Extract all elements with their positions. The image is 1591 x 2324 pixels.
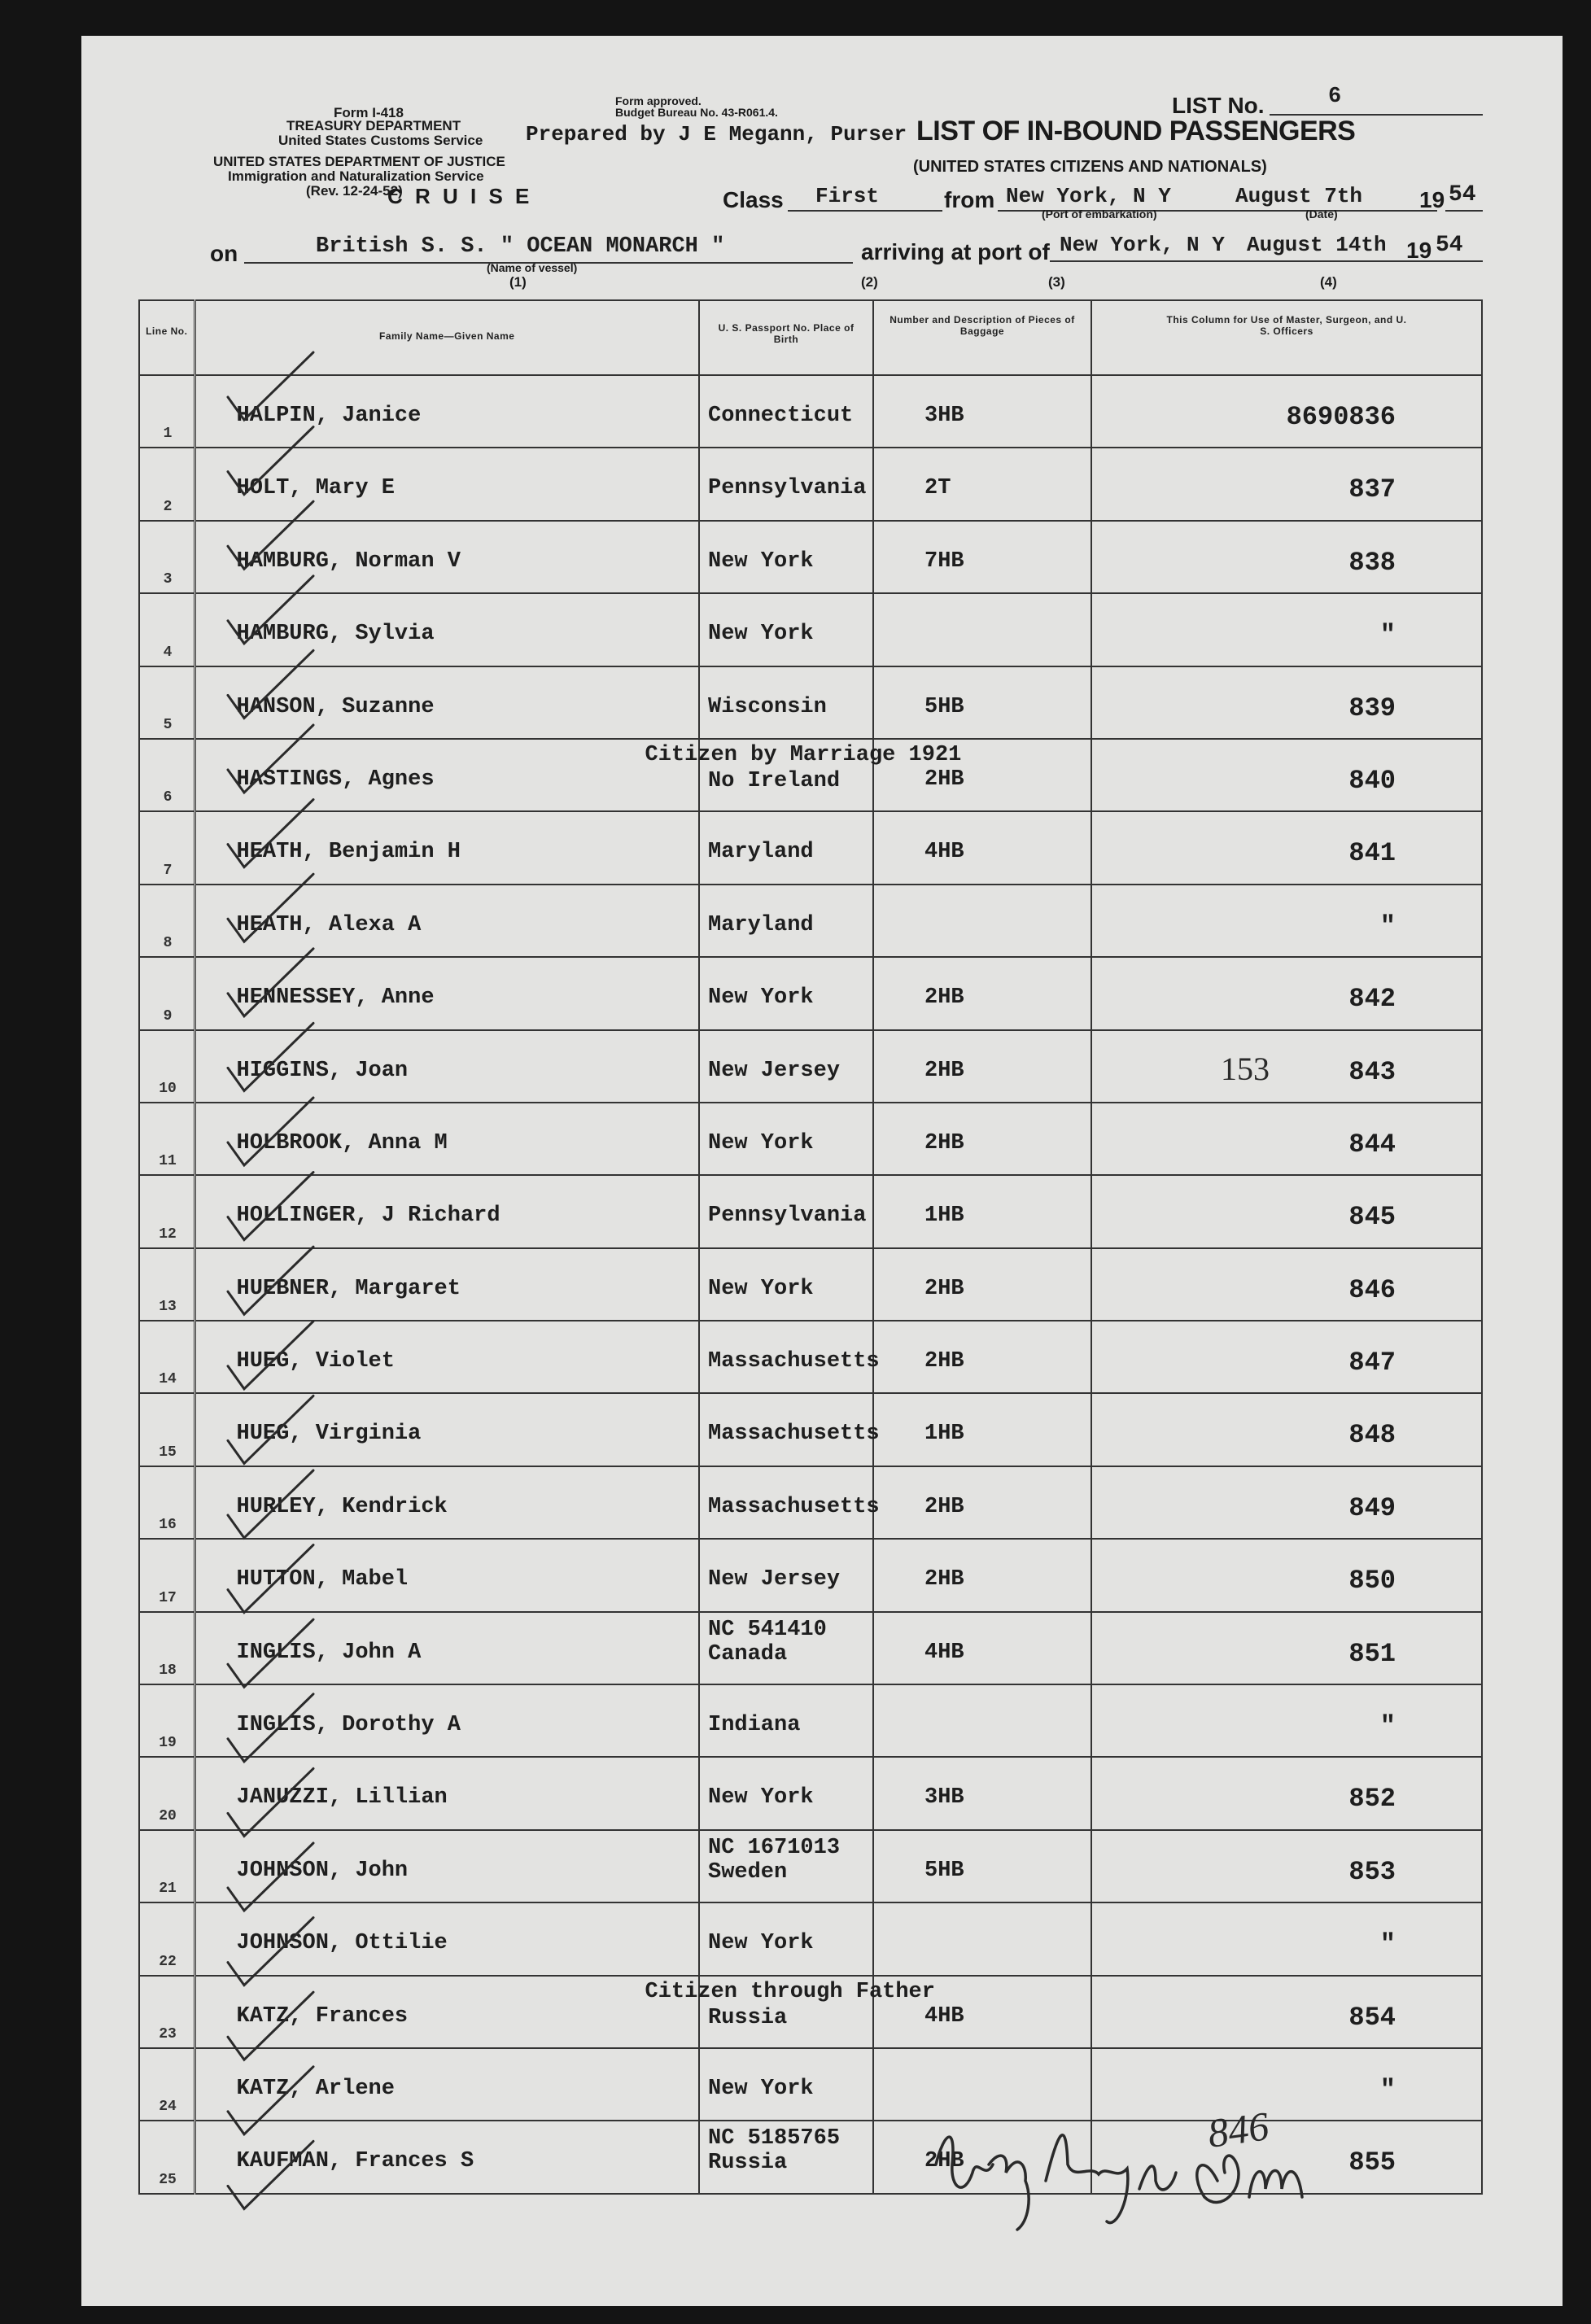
line-number: 9 <box>163 1007 173 1024</box>
line-number: 18 <box>159 1662 177 1680</box>
check-mark <box>228 650 313 718</box>
passenger-name: HUTTON, Mabel <box>236 1567 409 1592</box>
customs-service: United States Customs Service <box>278 133 483 148</box>
officer-number: 844 <box>1348 1129 1396 1160</box>
place-of-birth: New York <box>708 1785 814 1811</box>
line-number: 5 <box>163 716 173 733</box>
passport-number: NC 5185765 <box>708 2126 841 2151</box>
line-number: 14 <box>159 1371 177 1388</box>
line-number: 8 <box>163 935 173 952</box>
line-number: 6 <box>163 789 173 806</box>
header-baggage: Number and Description of Pieces of Baggage <box>873 300 1091 375</box>
baggage-count: 4HB <box>924 2003 964 2029</box>
place-of-birth: Maryland <box>708 840 814 865</box>
passenger-name: HEATH, Benjamin H <box>236 840 461 865</box>
form-subtitle: (UNITED STATES CITIZENS AND NATIONALS) <box>913 158 1267 176</box>
officer-number: 839 <box>1348 692 1396 723</box>
baggage-count: 3HB <box>924 1785 964 1811</box>
port-caption: (Port of embarkation) <box>1042 208 1157 221</box>
place-of-birth: New York <box>708 1931 814 1956</box>
check-mark <box>228 501 313 569</box>
line-number: 11 <box>159 1153 177 1170</box>
check-mark <box>228 725 313 793</box>
line-number: 20 <box>159 1807 177 1824</box>
passenger-name: HOLT, Mary E <box>236 476 395 501</box>
place-of-birth: New York <box>708 622 814 647</box>
form-title: LIST OF IN-BOUND PASSENGERS <box>916 116 1356 146</box>
officer-number: 852 <box>1348 1784 1396 1815</box>
place-of-birth: New York <box>708 985 814 1011</box>
baggage-count: 2HB <box>924 2149 964 2174</box>
place-of-birth: Canada <box>708 1641 788 1667</box>
check-mark <box>228 1843 313 1911</box>
check-mark <box>228 2141 313 2208</box>
baggage-count: 2HB <box>924 1494 964 1519</box>
header-passport: U. S. Passport No. Place of Birth <box>699 300 873 375</box>
officer-number: 841 <box>1348 838 1396 869</box>
year-suffix: 54 <box>1449 182 1476 208</box>
baggage-count: 1HB <box>924 1204 964 1229</box>
line-number: 22 <box>159 1953 177 1970</box>
line-number: 1 <box>163 426 173 443</box>
officer-number: 849 <box>1348 1492 1396 1523</box>
baggage-count: 4HB <box>924 840 964 865</box>
arriving-label: arriving at port of <box>861 239 1050 264</box>
place-of-birth: Connecticut <box>708 404 854 428</box>
officer-number: " <box>1379 911 1396 941</box>
class-label: Class <box>723 187 784 212</box>
line-number: 16 <box>159 1517 177 1534</box>
column-four-marker: (4) <box>1320 274 1337 290</box>
passenger-name: KAUFMAN, Frances S <box>236 2149 474 2174</box>
officer-number: 847 <box>1348 1348 1396 1378</box>
arrival-date: August 14th <box>1247 233 1387 257</box>
treasury-department: TREASURY DEPARTMENT <box>286 118 461 133</box>
officer-number: 842 <box>1348 984 1396 1015</box>
arrival-year-prefix: 19 <box>1406 238 1432 263</box>
passport-number: NC 541410 <box>708 1617 827 1642</box>
officer-number: " <box>1379 620 1396 651</box>
form-number: Form I-418 <box>334 105 404 120</box>
place-of-birth: Maryland <box>708 912 814 937</box>
baggage-count: 2HB <box>924 1130 964 1155</box>
on-label: on <box>210 241 238 266</box>
check-mark <box>228 1470 313 1538</box>
passenger-name: HOLBROOK, Anna M <box>236 1130 448 1155</box>
check-mark <box>228 352 313 420</box>
place-of-birth: New York <box>708 1276 814 1301</box>
officer-number: 8690836 <box>1286 402 1396 432</box>
place-of-birth: New York <box>708 548 814 574</box>
from-label: from <box>944 187 995 212</box>
check-mark <box>228 874 313 941</box>
passenger-name: HAMBURG, Norman V <box>236 548 461 574</box>
place-of-birth: Indiana <box>708 1713 801 1738</box>
place-of-birth: Pennsylvania <box>708 476 867 501</box>
officer-number: 846 <box>1348 1274 1396 1305</box>
baggage-count: 2T <box>924 476 951 501</box>
baggage-count: 1HB <box>924 1422 964 1447</box>
officer-number: " <box>1379 1929 1396 1960</box>
line-number: 17 <box>159 1589 177 1606</box>
check-mark <box>228 2067 313 2134</box>
baggage-count: 5HB <box>924 694 964 719</box>
check-mark <box>228 1396 313 1463</box>
passenger-name: HANSON, Suzanne <box>236 694 435 719</box>
line-number: 24 <box>159 2099 177 2116</box>
officer-number: 850 <box>1348 1566 1396 1597</box>
line-number: 3 <box>163 571 173 588</box>
class-value: First <box>815 184 880 208</box>
place-of-birth: Russia <box>708 2151 788 2176</box>
prepared-by: Prepared by J E Megann, Purser <box>526 122 907 146</box>
line-number: 25 <box>159 2171 177 2188</box>
passenger-name: HUEG, Violet <box>236 1349 395 1374</box>
passport-number: NC 1671013 <box>708 1835 841 1860</box>
immigration-service: Immigration and Naturalization Service <box>228 168 484 184</box>
baggage-count: 2HB <box>924 1349 964 1374</box>
baggage-count: 4HB <box>924 1640 964 1665</box>
passenger-name: HASTINGS, Agnes <box>236 767 435 792</box>
place-of-birth: Massachusetts <box>708 1349 880 1374</box>
vessel-caption: (Name of vessel) <box>487 261 578 274</box>
baggage-count: 2HB <box>924 985 964 1011</box>
passenger-name: JOHNSON, John <box>236 1858 409 1883</box>
passenger-name: KATZ, Arlene <box>236 2076 395 2101</box>
check-mark <box>228 427 313 495</box>
officer-number: 851 <box>1348 1638 1396 1669</box>
baggage-count: 2HB <box>924 1276 964 1301</box>
officer-number: 838 <box>1348 547 1396 578</box>
place-of-birth: Sweden <box>708 1859 788 1885</box>
line-number: 12 <box>159 1225 177 1243</box>
arrival-port: New York, N Y <box>1060 233 1225 257</box>
officer-number: 848 <box>1348 1420 1396 1451</box>
passenger-name: INGLIS, Dorothy A <box>236 1713 461 1738</box>
baggage-count: 7HB <box>924 548 964 574</box>
place-of-birth: No Ireland <box>708 768 841 793</box>
passenger-name: INGLIS, John A <box>236 1640 422 1665</box>
handwritten-number: 846 <box>1204 2103 1272 2156</box>
citizenship-note: Citizen through Father <box>645 1979 935 2004</box>
check-mark <box>228 1768 313 1836</box>
column-three-marker: (3) <box>1048 274 1065 290</box>
passenger-name: HENNESSEY, Anne <box>236 985 435 1011</box>
baggage-count: 3HB <box>924 404 964 428</box>
line-number: 10 <box>159 1080 177 1097</box>
officer-number: 854 <box>1348 2002 1396 2033</box>
form-approved: Form approved. <box>615 94 702 107</box>
passenger-name: HIGGINS, Joan <box>236 1058 409 1083</box>
officer-number: 837 <box>1348 474 1396 505</box>
vessel-name: British S. S. " OCEAN MONARCH " <box>316 234 725 259</box>
date-caption: (Date) <box>1305 208 1338 221</box>
signature-scribble <box>936 2135 1302 2230</box>
officer-number: 843 <box>1348 1056 1396 1087</box>
officer-number: 855 <box>1348 2147 1396 2178</box>
passenger-name: HUEBNER, Margaret <box>236 1276 461 1301</box>
check-mark <box>228 800 313 867</box>
line-number: 2 <box>163 498 173 515</box>
header-line-no: Line No. <box>139 300 195 375</box>
passenger-name: HEATH, Alexa A <box>236 912 422 937</box>
budget-bureau: Budget Bureau No. 43-R061.4. <box>615 106 778 119</box>
check-mark <box>228 949 313 1016</box>
header-name: Family Name—Given Name <box>195 300 699 375</box>
passenger-name: HAMBURG, Sylvia <box>236 622 435 647</box>
baggage-count: 2HB <box>924 1567 964 1592</box>
check-mark <box>228 1545 313 1613</box>
check-mark <box>228 1619 313 1687</box>
passenger-name: HOLLINGER, J Richard <box>236 1204 500 1229</box>
place-of-birth: New Jersey <box>708 1567 841 1592</box>
line-number: 19 <box>159 1735 177 1752</box>
officer-number: 840 <box>1348 765 1396 796</box>
passenger-name: HURLEY, Kendrick <box>236 1494 448 1519</box>
year-prefix: 19 <box>1419 187 1445 212</box>
officer-number: 845 <box>1348 1202 1396 1233</box>
line-number: 21 <box>159 1881 177 1898</box>
place-of-birth: Massachusetts <box>708 1422 880 1447</box>
baggage-count: 2HB <box>924 1058 964 1083</box>
citizenship-note: Citizen by Marriage 1921 <box>645 742 962 767</box>
place-of-birth: Wisconsin <box>708 694 827 719</box>
line-number: 23 <box>159 2025 177 2042</box>
place-of-birth: New York <box>708 1130 814 1155</box>
revision-date: (Rev. 12-24-52) <box>306 183 403 199</box>
department-of-justice: UNITED STATES DEPARTMENT OF JUSTICE <box>213 154 505 169</box>
place-of-birth: New York <box>708 2076 814 2101</box>
check-mark <box>228 576 313 644</box>
place-of-birth: Pennsylvania <box>708 1204 867 1229</box>
check-mark <box>228 1321 313 1389</box>
place-of-birth: New Jersey <box>708 1058 841 1083</box>
arrival-year-suffix: 54 <box>1436 233 1463 258</box>
baggage-count: 2HB <box>924 767 964 792</box>
check-mark <box>228 1023 313 1090</box>
list-number: 6 <box>1328 85 1342 109</box>
check-mark <box>228 1694 313 1762</box>
baggage-count: 5HB <box>924 1858 964 1883</box>
passenger-name: HALPIN, Janice <box>236 404 422 428</box>
column-one-marker: (1) <box>509 274 527 290</box>
embarkation-port: New York, N Y <box>1006 184 1171 208</box>
place-of-birth: Massachusetts <box>708 1494 880 1519</box>
check-mark <box>228 1918 313 1985</box>
embarkation-date: August 7th <box>1235 184 1363 208</box>
line-number: 4 <box>163 644 173 661</box>
passenger-name: HUEG, Virginia <box>236 1422 422 1447</box>
line-number: 13 <box>159 1299 177 1316</box>
stamp-number: 153 <box>1221 1051 1270 1087</box>
cruise-stamp: C R U I S E <box>387 184 533 208</box>
officer-number: 853 <box>1348 1856 1396 1887</box>
list-number-label: LIST No. <box>1172 93 1265 118</box>
header-officers: This Column for Use of Master, Surgeon, and U. S. Officers <box>1091 300 1482 375</box>
place-of-birth: Russia <box>708 2005 788 2030</box>
line-number: 15 <box>159 1444 177 1461</box>
check-mark <box>228 1992 313 2060</box>
check-mark <box>228 1173 313 1240</box>
column-two-marker: (2) <box>861 274 878 290</box>
check-mark <box>228 1247 313 1314</box>
line-number: 7 <box>163 862 173 879</box>
passenger-name: JOHNSON, Ottilie <box>236 1931 448 1956</box>
officer-number: " <box>1379 1711 1396 1742</box>
passenger-name: JANUZZI, Lillian <box>236 1785 448 1811</box>
check-mark <box>228 1098 313 1165</box>
officer-number: " <box>1379 2074 1396 2105</box>
passenger-name: KATZ, Frances <box>236 2003 409 2029</box>
